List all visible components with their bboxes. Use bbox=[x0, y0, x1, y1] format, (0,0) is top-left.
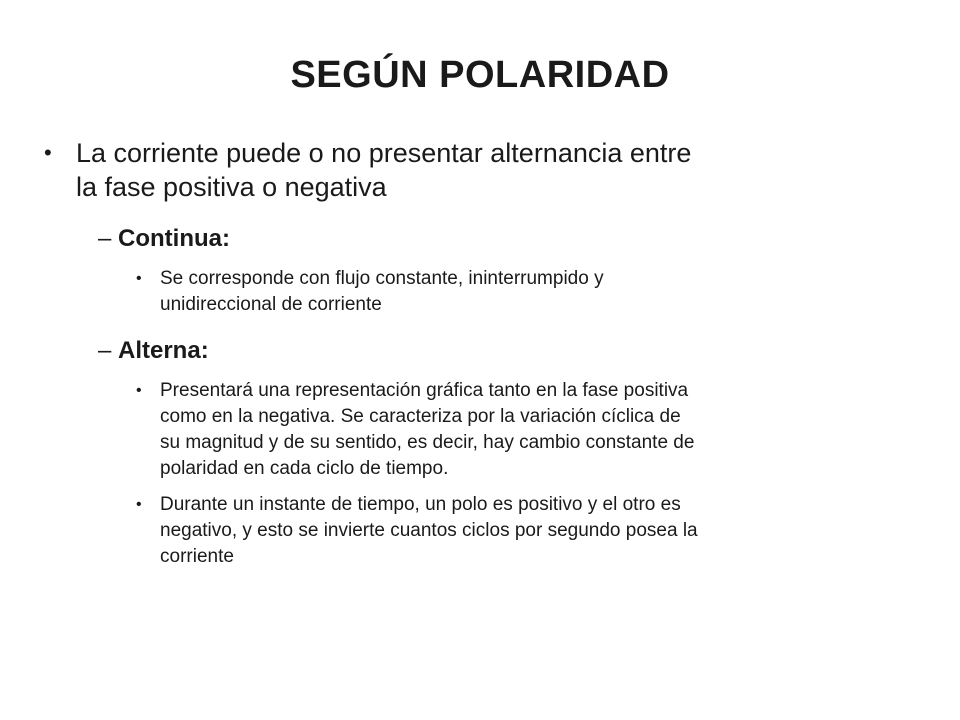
sub-bullet-text: Presentará una representación gráfica tanto en la fase positiva como en la negativa. Se caracteriza por la variación cíclica de su magnitud y de su sentido, es decir, hay cambio constante de polaridad en cada ciclo de tiempo. bbox=[160, 380, 695, 479]
bullet-marker: • bbox=[136, 382, 142, 399]
bullet-marker: • bbox=[136, 270, 142, 287]
section-heading-alterna bbox=[44, 336, 704, 366]
section-heading-continua bbox=[44, 224, 704, 254]
sub-bullet bbox=[44, 266, 704, 318]
slide-content bbox=[44, 136, 704, 570]
dash-marker: – bbox=[98, 225, 112, 252]
bullet-marker: • bbox=[136, 496, 142, 513]
sub-bullet bbox=[44, 378, 704, 482]
sub-bullet bbox=[44, 492, 704, 570]
bullet-marker: • bbox=[44, 140, 52, 165]
dash-marker: – bbox=[98, 337, 112, 364]
section-heading-text: Alterna: bbox=[118, 337, 209, 364]
main-bullet bbox=[44, 136, 704, 204]
sub-bullet-text: Se corresponde con flujo constante, ininterrumpido y unidireccional de corriente bbox=[160, 268, 604, 315]
main-bullet-text: La corriente puede o no presentar alternancia entre la fase positiva o negativa bbox=[76, 138, 692, 202]
slide-title: SEGÚN POLARIDAD bbox=[290, 54, 670, 96]
sub-bullet-text: Durante un instante de tiempo, un polo es positivo y el otro es negativo, y esto se invierte cuantos ciclos por segundo posea la corriente bbox=[160, 494, 698, 567]
section-heading-text: Continua: bbox=[118, 225, 230, 252]
